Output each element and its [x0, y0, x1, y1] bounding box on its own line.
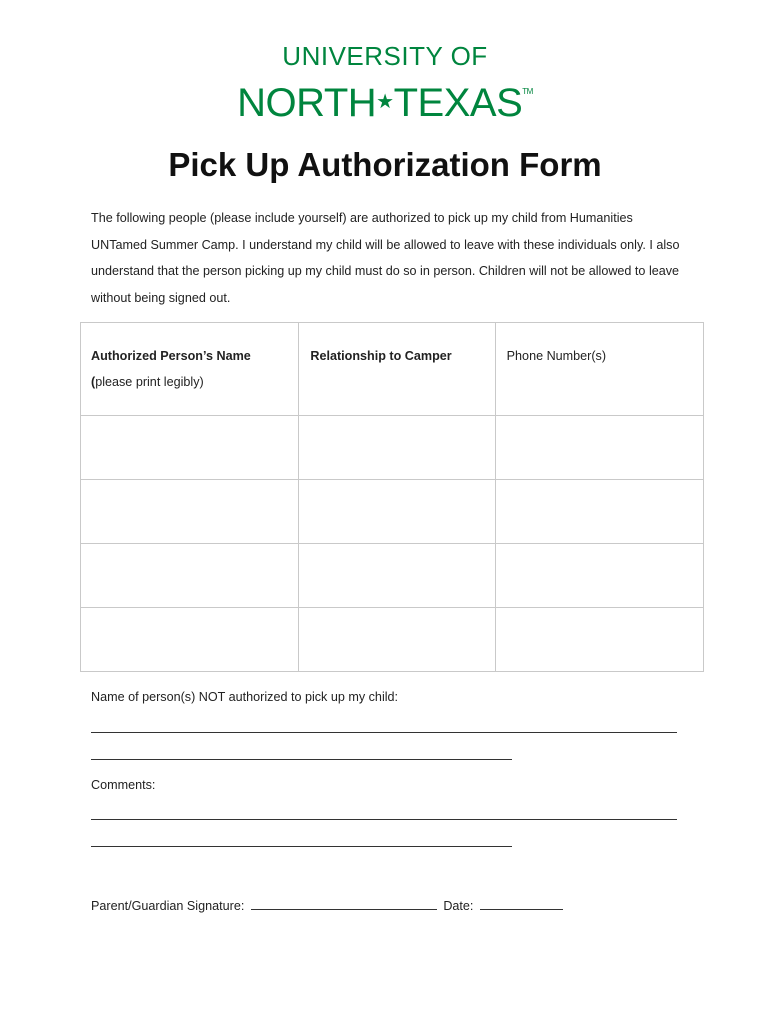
- cell-name[interactable]: [81, 416, 299, 480]
- table-row: [81, 544, 704, 608]
- header-note-text: please print legibly): [95, 375, 204, 389]
- signature-row: [91, 897, 566, 913]
- header-authorized-name: [81, 323, 299, 416]
- table-row: [81, 480, 704, 544]
- university-logo: [200, 42, 570, 125]
- table-row: [81, 416, 704, 480]
- logo-line-university: UNIVERSITY OF: [282, 41, 488, 71]
- cell-name[interactable]: [81, 608, 299, 672]
- date-field[interactable]: [480, 897, 563, 910]
- header-relationship: [299, 323, 495, 416]
- cell-name[interactable]: [81, 544, 299, 608]
- comments-label: Comments:: [91, 778, 156, 792]
- logo-word-north: NORTH: [237, 81, 377, 125]
- logo-word-texas: TEXAS: [393, 81, 523, 125]
- table-row: [81, 608, 704, 672]
- header-note-open-paren: (: [91, 375, 96, 389]
- page-title: Pick Up Authorization Form: [168, 146, 602, 183]
- comments-line-2[interactable]: [91, 846, 512, 847]
- cell-phone[interactable]: [495, 416, 703, 480]
- signature-label: Parent/Guardian Signature:: [91, 899, 245, 913]
- cell-relationship[interactable]: [299, 544, 495, 608]
- cell-phone[interactable]: [495, 480, 703, 544]
- intro-paragraph: The following people (please include yourself) are authorized to pick up my child from Humanities UNTamed Summer Camp. I understand my child will be allowed to leave with these individuals only. I also understand that the person picking up my child must do so in person. Children will not be allowed to leave without being signed out.: [91, 211, 680, 305]
- cell-relationship[interactable]: [299, 416, 495, 480]
- comments-line-1[interactable]: [91, 819, 677, 820]
- not-authorized-line-2[interactable]: [91, 759, 512, 760]
- header-relationship-label: Relationship to Camper: [310, 349, 452, 363]
- trademark-mark: TM: [522, 87, 533, 96]
- cell-phone[interactable]: [495, 608, 703, 672]
- cell-relationship[interactable]: [299, 480, 495, 544]
- header-authorized-name-title: Authorized Person’s Name: [91, 349, 251, 363]
- header-phone: [495, 323, 703, 416]
- signature-field[interactable]: [251, 897, 437, 910]
- star-icon: ★: [376, 91, 394, 113]
- cell-relationship[interactable]: [299, 608, 495, 672]
- cell-phone[interactable]: [495, 544, 703, 608]
- not-authorized-label: Name of person(s) NOT authorized to pick up my child:: [91, 690, 399, 704]
- cell-name[interactable]: [81, 480, 299, 544]
- table-header-row: [81, 323, 704, 416]
- header-authorized-name-note: [91, 369, 298, 395]
- logo-line-north-texas: [200, 70, 570, 125]
- not-authorized-line-1[interactable]: [91, 732, 677, 733]
- authorization-table: [80, 322, 704, 672]
- header-phone-label: Phone Number(s): [506, 349, 607, 363]
- date-label: Date:: [443, 899, 474, 913]
